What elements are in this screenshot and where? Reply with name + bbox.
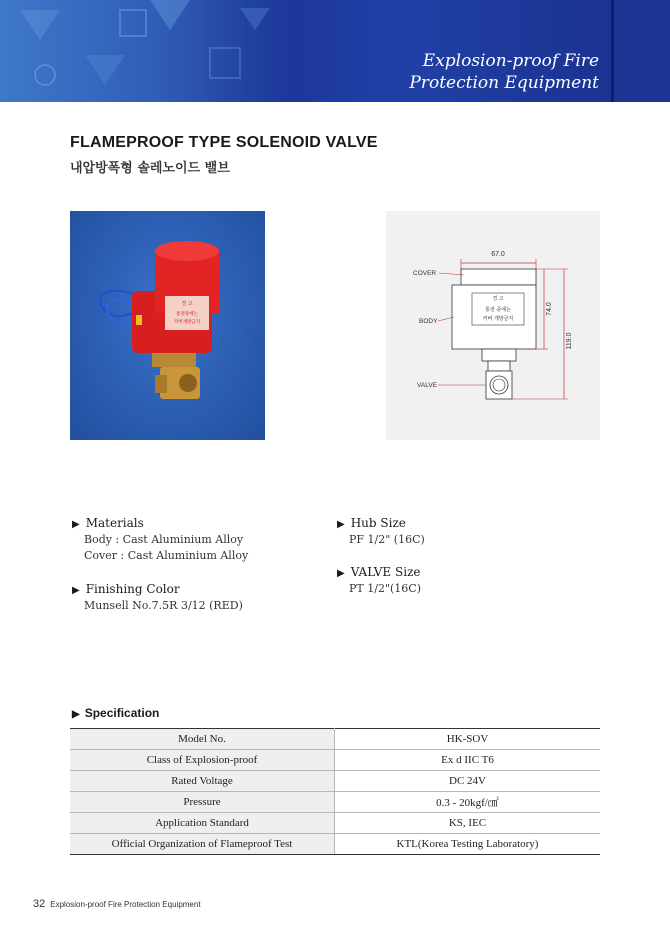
warning-label-line2: 커버개방금지 xyxy=(173,320,201,325)
table-row xyxy=(70,792,600,813)
triangle-bullet-icon: ▶ xyxy=(72,519,80,530)
table-row xyxy=(70,750,600,771)
materials-heading xyxy=(72,516,144,530)
drawing-plate-line2: 커버 개방금지 xyxy=(482,316,514,322)
banner-title-line2: Protection Equipment xyxy=(409,73,599,93)
product-title-en: FLAMEPROOF TYPE SOLENOID VALVE xyxy=(70,134,378,151)
header-banner xyxy=(0,0,670,102)
valve-stem xyxy=(152,351,196,367)
spec-label: Pressure xyxy=(70,792,335,813)
valve-size-heading xyxy=(337,565,421,579)
banner-title xyxy=(409,50,599,94)
dimension-drawing xyxy=(386,211,600,440)
table-row xyxy=(70,771,600,792)
drawing-stem xyxy=(482,349,516,361)
housing-cover-top xyxy=(155,241,219,261)
product-title-ko: 내압방폭형 솔레노이드 밸브 xyxy=(70,161,230,176)
materials-heading-text: Materials xyxy=(85,516,144,530)
spec-value: Ex d IIC T6 xyxy=(335,750,601,771)
hub-value: PF 1/2" (16C) xyxy=(349,533,425,546)
spec-value: KS, IEC xyxy=(335,813,601,834)
valve-port xyxy=(179,374,197,392)
page-footer xyxy=(33,898,201,910)
materials-cover: Cover : Cast Aluminium Alloy xyxy=(84,549,249,562)
label-cover: COVER xyxy=(413,270,437,277)
page-number: 32 xyxy=(33,898,46,910)
spec-value: KTL(Korea Testing Laboratory) xyxy=(335,834,601,855)
table-row xyxy=(70,729,600,750)
banner-right-strip xyxy=(614,0,670,102)
valve-size-heading-text: VALVE Size xyxy=(350,565,421,579)
banner-triangle xyxy=(150,0,190,30)
solenoid-valve-illustration xyxy=(70,211,265,440)
leader-cover xyxy=(439,273,464,275)
finishing-heading-text: Finishing Color xyxy=(85,582,180,596)
drawing-plate-title: 경 고 xyxy=(492,296,504,302)
spec-label: Application Standard xyxy=(70,813,335,834)
banner-title-line1: Explosion-proof Fire xyxy=(422,51,599,71)
table-row xyxy=(70,834,600,855)
banner-triangle xyxy=(240,8,270,30)
banner-triangle xyxy=(20,10,60,40)
height-dimension-label-1: 74.0 xyxy=(546,302,553,316)
specification-table xyxy=(70,728,600,855)
materials-body: Body : Cast Aluminium Alloy xyxy=(84,533,244,546)
label-tab xyxy=(136,315,142,325)
warning-label-line1: 통전중에는 xyxy=(176,312,198,317)
specification-heading-text: Specification xyxy=(84,706,160,720)
banner-square xyxy=(210,48,240,78)
banner-circle xyxy=(35,65,55,85)
footer-text: Explosion-proof Fire Protection Equipment xyxy=(50,900,201,909)
warning-label-title: 경 고 xyxy=(181,301,193,307)
hub-heading xyxy=(337,516,406,530)
valve-outlet xyxy=(155,375,167,393)
drawing-stem-neck xyxy=(488,361,510,371)
triangle-bullet-icon: ▶ xyxy=(337,519,345,530)
spec-label: Official Organization of Flameproof Test xyxy=(70,834,335,855)
spec-value: HK-SOV xyxy=(335,729,601,750)
triangle-bullet-icon: ▶ xyxy=(72,585,80,596)
spec-label: Model No. xyxy=(70,729,335,750)
spec-value: 0.3 - 20kgf/㎠ xyxy=(335,792,601,813)
table-row xyxy=(70,813,600,834)
drawing-plate-line1: 통전 중에는 xyxy=(485,307,511,313)
height-dimension-label-2: 119.0 xyxy=(566,332,573,350)
finishing-value: Munsell No.7.5R 3/12 (RED) xyxy=(84,599,243,612)
spec-label: Rated Voltage xyxy=(70,771,335,792)
product-photo xyxy=(70,211,265,440)
finishing-heading xyxy=(72,582,180,596)
triangle-bullet-icon: ▶ xyxy=(72,709,80,720)
label-body: BODY xyxy=(419,318,438,325)
technical-drawing xyxy=(386,211,600,440)
spec-value: DC 24V xyxy=(335,771,601,792)
width-dimension-label: 67.0 xyxy=(491,251,505,258)
drawing-cover xyxy=(461,269,536,285)
hub-heading-text: Hub Size xyxy=(350,516,406,530)
triangle-bullet-icon: ▶ xyxy=(337,568,345,579)
banner-pattern xyxy=(0,0,290,102)
banner-triangle xyxy=(85,55,125,85)
valve-size-value: PT 1/2"(16C) xyxy=(349,582,421,595)
specification-heading xyxy=(72,706,159,720)
spec-label: Class of Explosion-proof xyxy=(70,750,335,771)
label-valve: VALVE xyxy=(417,382,437,389)
banner-square xyxy=(120,10,146,36)
